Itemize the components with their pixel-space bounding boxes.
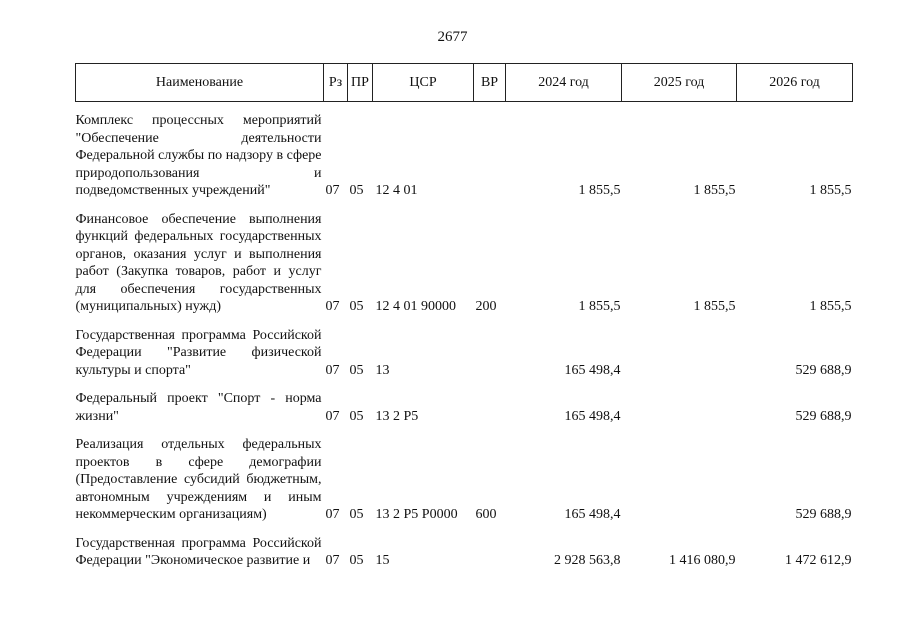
row-2025: 1 416 080,9 bbox=[669, 553, 736, 568]
row-name: Реализация отдельных федеральных проектов в сфере демографии (Предоставление субсидий бюджетным, автономным учреждениям и иным некоммерческим организациям) bbox=[75, 437, 322, 522]
table-body bbox=[76, 102, 853, 570]
row-name: Государственная программа Российской Федерации "Развитие физической культуры и спорта" bbox=[75, 327, 322, 378]
row-pr: 05 bbox=[349, 408, 364, 424]
row-csr: 13 2 Р5 bbox=[375, 408, 419, 424]
row-csr: 12 4 01 90000 bbox=[375, 299, 456, 314]
row-vr: 200 bbox=[475, 299, 497, 314]
row-csr: 13 bbox=[375, 362, 390, 378]
row-pr: 05 bbox=[349, 507, 364, 522]
row-rz: 07 bbox=[325, 507, 340, 522]
row-vr: 600 bbox=[475, 507, 497, 522]
row-2026: 529 688,9 bbox=[795, 408, 852, 424]
header-row bbox=[76, 64, 853, 102]
header-vr: ВР bbox=[474, 64, 506, 102]
row-csr: 13 2 Р5 Р0000 bbox=[375, 507, 458, 522]
row-name: Комплекс процессных мероприятий "Обеспечение деятельности Федеральной службы по надзору в сфере природопользования и подведомственных учреждений" bbox=[75, 113, 322, 198]
row-rz: 07 bbox=[325, 362, 340, 378]
row-2024: 165 498,4 bbox=[564, 362, 621, 378]
row-name: Федеральный проект "Спорт - норма жизни" bbox=[75, 391, 322, 424]
row-name: Государственная программа Российской Федерации "Экономическое развитие и bbox=[75, 535, 322, 568]
row-vr bbox=[474, 316, 506, 380]
table-header bbox=[76, 64, 853, 102]
row-2025 bbox=[622, 316, 737, 380]
row-2025 bbox=[622, 379, 737, 425]
row-vr bbox=[474, 379, 506, 425]
row-2025: 1 855,5 bbox=[693, 299, 736, 314]
table-row bbox=[76, 316, 853, 380]
row-vr bbox=[474, 102, 506, 200]
row-2026: 1 472 612,9 bbox=[785, 553, 852, 568]
header-2026: 2026 год bbox=[737, 64, 853, 102]
row-2025 bbox=[622, 425, 737, 524]
budget-table bbox=[75, 63, 853, 570]
row-pr: 05 bbox=[349, 362, 364, 378]
header-2025: 2025 год bbox=[622, 64, 737, 102]
row-pr: 05 bbox=[349, 183, 364, 198]
row-pr: 05 bbox=[349, 553, 364, 568]
row-rz: 07 bbox=[325, 553, 340, 568]
row-2026: 529 688,9 bbox=[795, 507, 852, 522]
table-row bbox=[76, 524, 853, 570]
table-row bbox=[76, 425, 853, 524]
table-row bbox=[76, 102, 853, 200]
row-csr: 12 4 01 bbox=[375, 183, 418, 198]
row-2024: 2 928 563,8 bbox=[554, 553, 621, 568]
row-csr: 15 bbox=[375, 553, 390, 568]
row-2024: 165 498,4 bbox=[564, 507, 621, 522]
header-rz: Рз bbox=[324, 64, 348, 102]
row-rz: 07 bbox=[325, 299, 340, 314]
row-2026: 529 688,9 bbox=[795, 362, 852, 378]
row-2024: 1 855,5 bbox=[578, 299, 621, 314]
page-number: 2677 bbox=[437, 29, 468, 45]
row-rz: 07 bbox=[325, 408, 340, 424]
header-pr: ПР bbox=[348, 64, 373, 102]
row-rz: 07 bbox=[325, 183, 340, 198]
row-pr: 05 bbox=[349, 299, 364, 314]
row-2024: 1 855,5 bbox=[578, 183, 621, 198]
header-2024: 2024 год bbox=[506, 64, 622, 102]
table-row bbox=[76, 200, 853, 316]
row-name: Финансовое обеспечение выполнения функций федеральных государственных органов, оказания услуг и выполнения работ (Закупка товаров, работ и услуг для обеспечения государственных (муниципальных) нужд) bbox=[75, 211, 322, 314]
row-2025: 1 855,5 bbox=[693, 183, 736, 198]
header-csr: ЦСР bbox=[373, 64, 474, 102]
header-name: Наименование bbox=[76, 64, 324, 102]
row-2026: 1 855,5 bbox=[809, 299, 852, 314]
row-2024: 165 498,4 bbox=[564, 408, 621, 424]
row-vr bbox=[474, 524, 506, 570]
table-row bbox=[76, 379, 853, 425]
row-2026: 1 855,5 bbox=[809, 183, 852, 198]
